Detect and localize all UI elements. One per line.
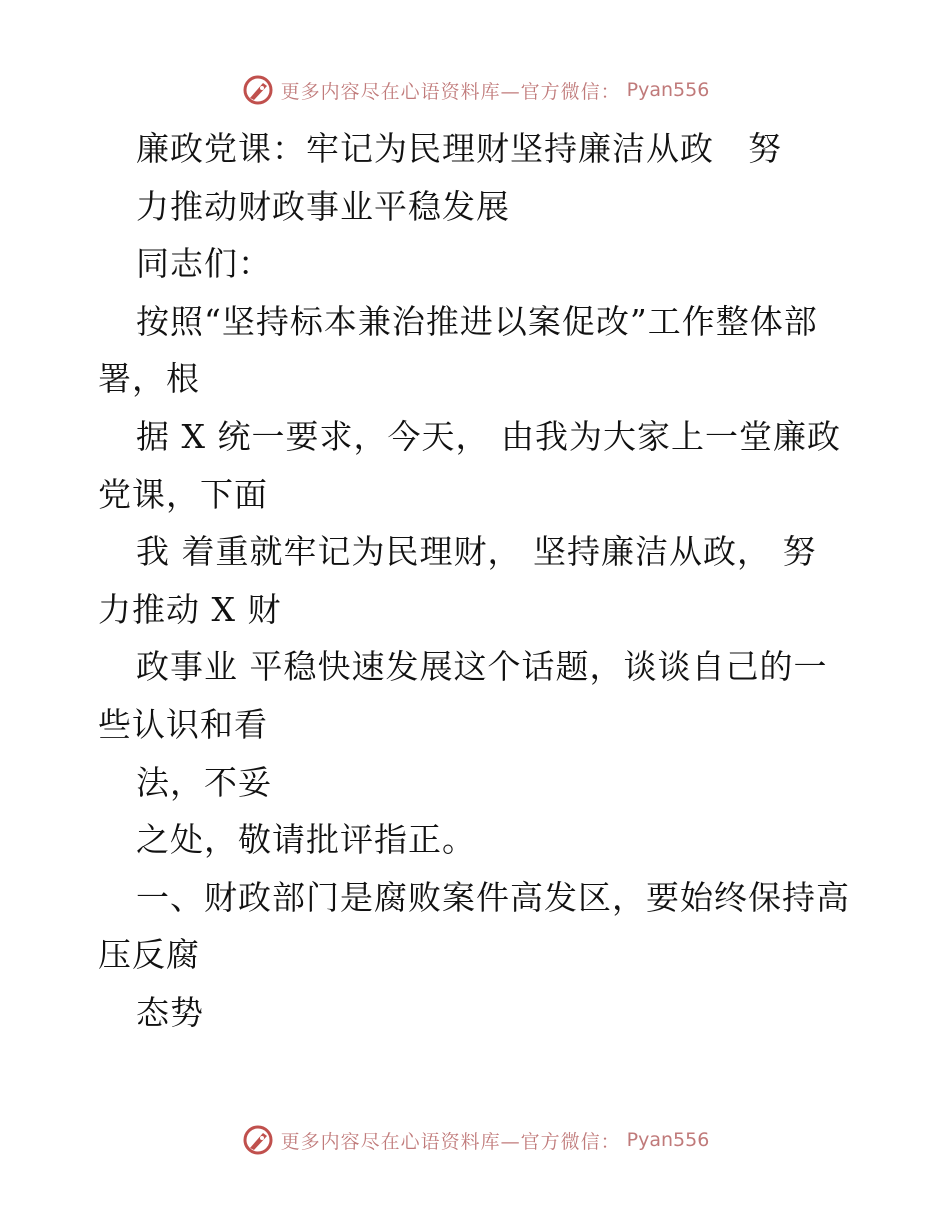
pen-logo-icon	[241, 73, 275, 107]
text-line: 之处，敬请批评指正。	[136, 820, 476, 860]
text-line: 压反腐	[98, 935, 200, 975]
text-line: 态势	[136, 992, 204, 1032]
text-line: 按照“坚持标本兼治推进以案促改”工作整体部	[136, 301, 818, 341]
watermark-banner-bottom	[0, 1120, 950, 1160]
text-line: 政事业 平稳快速发展这个话题，谈谈自己的一	[136, 647, 828, 687]
watermark-text: 更多内容尽在心语资料库—官方微信：	[280, 80, 621, 103]
watermark-handle: Pyan556	[626, 1129, 710, 1151]
pen-logo-icon	[241, 1123, 275, 1157]
text-line: 同志们：	[136, 244, 272, 284]
text-line: 力推动 X 财	[98, 589, 282, 629]
text-line: 些认识和看	[98, 704, 268, 744]
text-line: 廉政党课：牢记为民理财坚持廉洁从政 努	[136, 129, 782, 168]
text-line: 我 着重就牢记为民理财， 坚持廉洁从政， 努	[136, 532, 817, 572]
document-body	[98, 120, 858, 1042]
text-line: 党课，下面	[98, 474, 268, 514]
text-line: 据 X 统一要求，今天， 由我为大家上一堂廉政	[136, 416, 841, 456]
text-line: 力推动财政事业平稳发展	[136, 186, 510, 226]
watermark-handle: Pyan556	[626, 79, 710, 101]
text-line: 一、财政部门是腐败案件高发区，要始终保持高	[136, 877, 850, 917]
text-line: 法，不妥	[136, 762, 272, 802]
text-line: 署，根	[98, 359, 200, 399]
watermark-text: 更多内容尽在心语资料库—官方微信：	[280, 1130, 621, 1153]
watermark-banner-top	[0, 70, 950, 110]
